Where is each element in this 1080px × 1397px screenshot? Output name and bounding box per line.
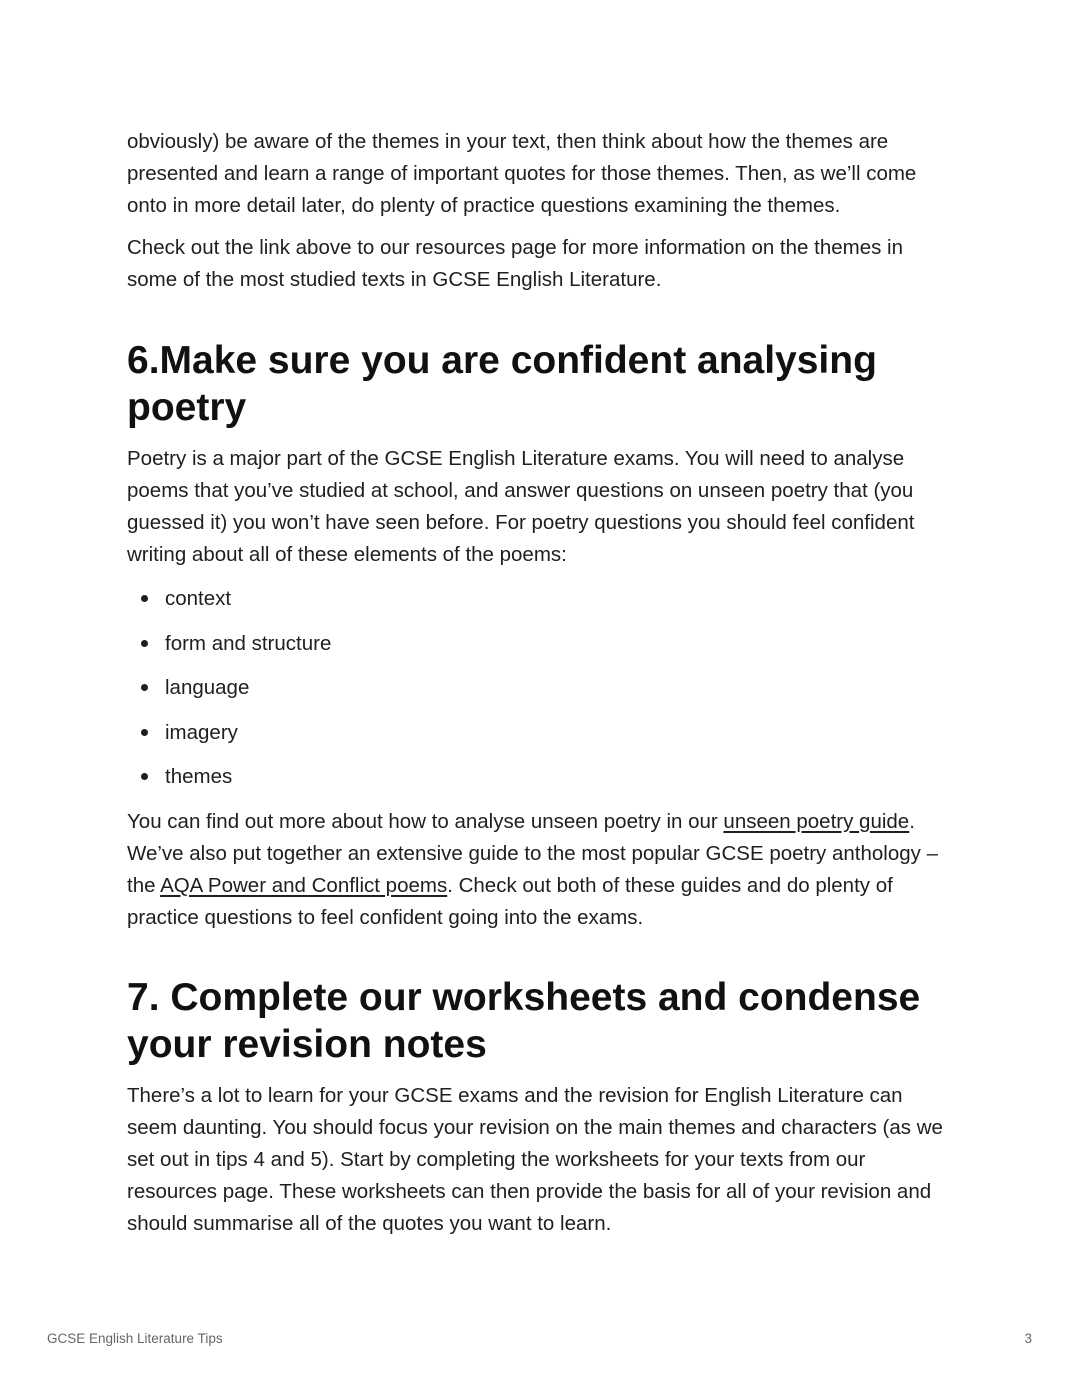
bullet-icon	[141, 729, 148, 736]
section-7-heading: 7. Complete our worksheets and condense your revision notes	[127, 975, 921, 1066]
list-item	[127, 717, 957, 749]
list-item-text: language	[165, 676, 250, 699]
list-item-text: imagery	[165, 720, 238, 744]
intro-paragraph-themes: obviously) be aware of the themes in your text, then think about how the themes are presented and learn a range of important quotes for those themes. Then, as we’ll come onto in more detail later, do plenty of practice questions examining the themes.	[127, 130, 917, 217]
bullet-icon	[141, 640, 148, 647]
section-6-closing-paragraph	[127, 806, 957, 934]
list-item-text: form and structure	[165, 631, 332, 655]
footer-page-number: 3	[1024, 1331, 1032, 1346]
list-item-text: context	[165, 587, 232, 610]
document-body	[127, 126, 957, 1240]
footer-document-title: GCSE English Literature Tips	[47, 1331, 223, 1346]
closing-text-2: . We’ve also put together an extensive guide to the most popular GCSE poetry anthology – the	[127, 809, 939, 897]
poetry-elements-list	[127, 583, 957, 793]
section-7-paragraph: There’s a lot to learn for your GCSE exams and the revision for English Literature can seem daunting. You should focus your revision on the main themes and characters (as we set out in tips 4 and 5). Start by completing the worksheets for your texts from our resources page. These worksheets can then provide the basis for all of your revision and should summarise all of the quotes you want to learn.	[127, 1083, 943, 1235]
intro-paragraph-resources: Check out the link above to our resources page for more information on the themes in some of the most studied texts in GCSE English Literature.	[127, 236, 904, 291]
closing-text-1: You can find out more about how to analyse unseen poetry in our	[127, 809, 724, 833]
section-6-paragraph: Poetry is a major part of the GCSE English Literature exams. You will need to analyse poems that you’ve studied at school, and answer questions on unseen poetry that (you guessed it) you won’t have seen before. For poetry questions you should feel confident writing about all of these elements of the poems:	[127, 447, 915, 566]
bullet-icon	[141, 773, 148, 780]
list-item	[127, 628, 957, 660]
closing-text-3: . Check out both of these guides and do plenty of practice questions to feel confident going into the exams.	[127, 873, 893, 929]
section-6-heading: 6.Make sure you are confident analysing poetry	[127, 339, 877, 429]
list-item-text: themes	[165, 765, 233, 788]
list-item	[127, 761, 957, 793]
list-item	[127, 583, 957, 615]
aqa-power-conflict-link[interactable]: AQA Power and Conflict poems	[160, 873, 448, 897]
bullet-icon	[141, 684, 148, 691]
list-item	[127, 672, 957, 704]
unseen-poetry-guide-link[interactable]: unseen poetry guide	[723, 809, 910, 833]
bullet-icon	[141, 595, 148, 602]
